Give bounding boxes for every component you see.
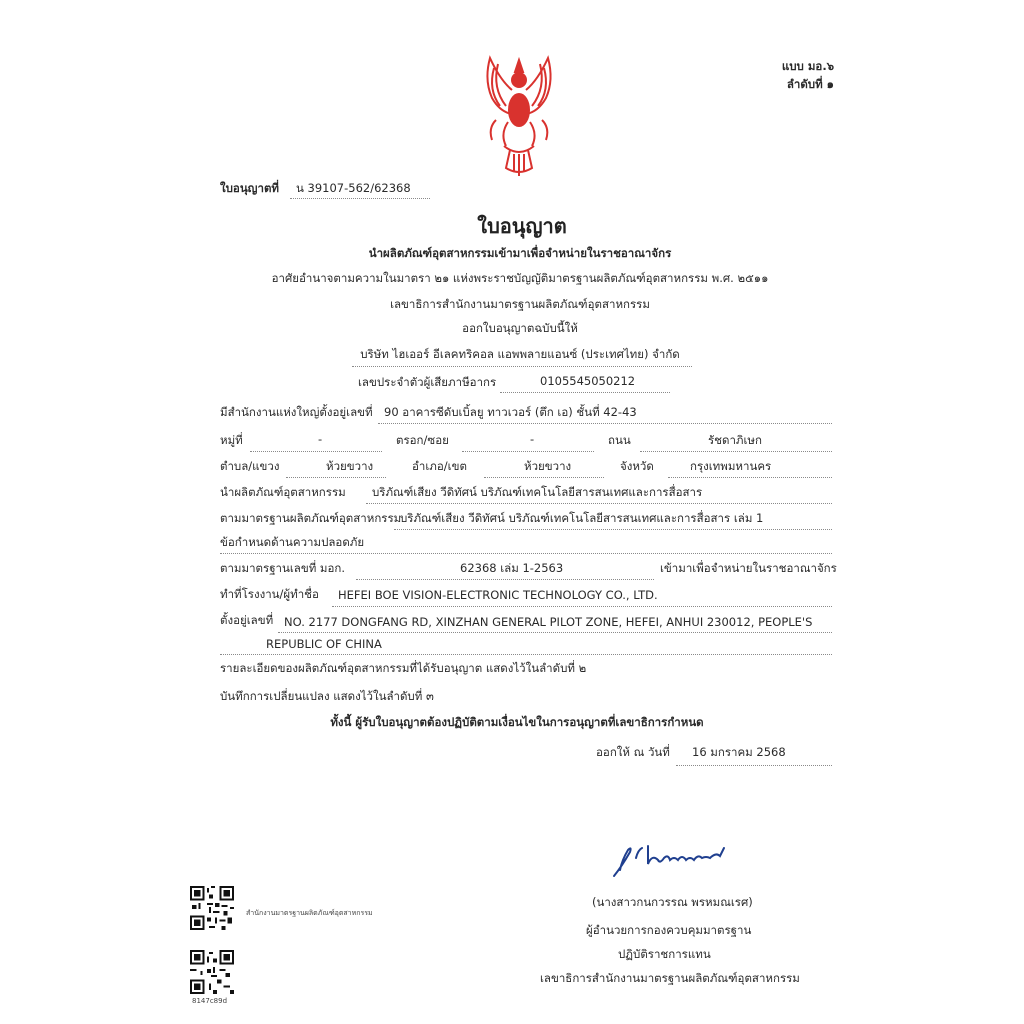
signer-name: (นางสาวกนกวรรณ พรหมณเรศ) [592, 895, 753, 909]
soi-label: ตรอก/ซอย [396, 433, 449, 447]
authority-line: อาศัยอำนาจตามความในมาตรา ๒๑ แห่งพระราชบัญญัติมาตรฐานผลิตภัณฑ์อุตสาหกรรม พ.ศ. ๒๕๑๑ [271, 271, 769, 285]
product-value: บริภัณฑ์เสียง วีดิทัศน์ บริภัณฑ์เทคโนโลยีสารสนเทศและการสื่อสาร [372, 485, 703, 499]
amphoe-label: อำเภอ/เขต [412, 459, 467, 473]
signer-title-1: ผู้อำนวยการกองควบคุมมาตรฐาน [586, 923, 752, 937]
license-number-value: น 39107-562/62368 [296, 181, 411, 195]
secretary-line: เลขาธิการสำนักงานมาตรฐานผลิตภัณฑ์อุตสาหกรรม [390, 297, 650, 311]
road-value: รัชดาภิเษก [708, 433, 762, 447]
moo-label: หมู่ที่ [220, 433, 243, 447]
license-number-label: ใบอนุญาตที่ [220, 181, 279, 195]
changes-line: บันทึกการเปลี่ยนแปลง แสดงไว้ในลำดับที่ ๓ [220, 689, 434, 703]
qr-code-id: 8147c89d [192, 997, 228, 1005]
tambon-value: ห้วยขวาง [326, 459, 374, 473]
province-value: กรุงเทพมหานคร [690, 459, 772, 473]
address-value-1: NO. 2177 DONGFANG RD, XINZHAN GENERAL PILOT ZONE, HEFEI, ANHUI 230012, PEOPLE'S [284, 615, 813, 629]
tambon-label: ตำบล/แขวง [220, 459, 280, 473]
issued-value: 16 มกราคม 2568 [692, 745, 786, 759]
hq-label: มีสำนักงานแห่งใหญ่ตั้งอยู่เลขที่ [220, 405, 373, 419]
province-label: จังหวัด [620, 459, 654, 473]
product-label: นำผลิตภัณฑ์อุตสาหกรรม [220, 485, 346, 499]
document-subtitle: นำผลิตภัณฑ์อุตสาหกรรมเข้ามาเพื่อจำหน่ายในราชอาณาจักร [368, 246, 672, 260]
import-tail: เข้ามาเพื่อจำหน่ายในราชอาณาจักร [660, 561, 837, 575]
tax-id-value: 0105545050212 [540, 374, 636, 388]
moo-value: - [318, 432, 323, 446]
qr-caption: สำนักงานมาตรฐานผลิตภัณฑ์อุตสาหกรรม [246, 909, 373, 917]
order-number: ลำดับที่ ๑ [786, 77, 834, 91]
standard-value: บริภัณฑ์เสียง วีดิทัศน์ บริภัณฑ์เทคโนโลยีสารสนเทศและการสื่อสาร เล่ม 1 [400, 511, 764, 525]
garuda-emblem-icon [470, 50, 568, 182]
issued-label: ออกให้ ณ วันที่ [596, 745, 670, 759]
amphoe-value: ห้วยขวาง [524, 459, 572, 473]
standard-label: ตามมาตรฐานผลิตภัณฑ์อุตสาหกรรม [220, 511, 402, 525]
factory-value: HEFEI BOE VISION-ELECTRONIC TECHNOLOGY CO., LTD. [338, 588, 658, 602]
tax-id-label: เลขประจำตัวผู้เสียภาษีอากร [358, 375, 497, 389]
road-label: ถนน [608, 433, 631, 447]
signer-title-3: เลขาธิการสำนักงานมาตรฐานผลิตภัณฑ์อุตสาหกรรม [540, 971, 800, 985]
form-code: แบบ มอ.๖ [781, 59, 834, 73]
factory-label: ทำที่โรงงาน/ผู้ทำชื่อ [220, 587, 319, 601]
details-line: รายละเอียดของผลิตภัณฑ์อุตสาหกรรมที่ได้รับอนุญาต แสดงไว้ในลำดับที่ ๒ [220, 661, 587, 675]
signature-icon [608, 836, 738, 882]
safety-line: ข้อกำหนดด้านความปลอดภัย [220, 535, 365, 549]
signer-title-2: ปฏิบัติราชการแทน [618, 947, 711, 961]
company-name: บริษัท ไฮเออร์ อีเลคทริคอล แอพพลายแอนซ์ (ประเทศไทย) จำกัด [360, 347, 680, 361]
issue-line: ออกใบอนุญาตฉบับนี้ให้ [462, 321, 578, 335]
hq-value: 90 อาคารซีดับเบิ้ลยู ทาวเวอร์ (ตึก เอ) ชั้นที่ 42-43 [384, 405, 637, 419]
document-title: ใบอนุญาต [477, 214, 567, 238]
soi-value: - [530, 432, 535, 446]
qr-code-icon [190, 950, 234, 994]
address-value-2: REPUBLIC OF CHINA [266, 637, 382, 651]
tis-value: 62368 เล่ม 1-2563 [460, 561, 564, 575]
qr-code-icon [190, 886, 234, 930]
tis-label: ตามมาตรฐานเลขที่ มอก. [220, 561, 346, 575]
address-label: ตั้งอยู่เลขที่ [220, 613, 274, 627]
condition-line: ทั้งนี้ ผู้รับใบอนุญาตต้องปฏิบัติตามเงื่อนไขในการอนุญาตที่เลขาธิการกำหนด [330, 715, 704, 729]
